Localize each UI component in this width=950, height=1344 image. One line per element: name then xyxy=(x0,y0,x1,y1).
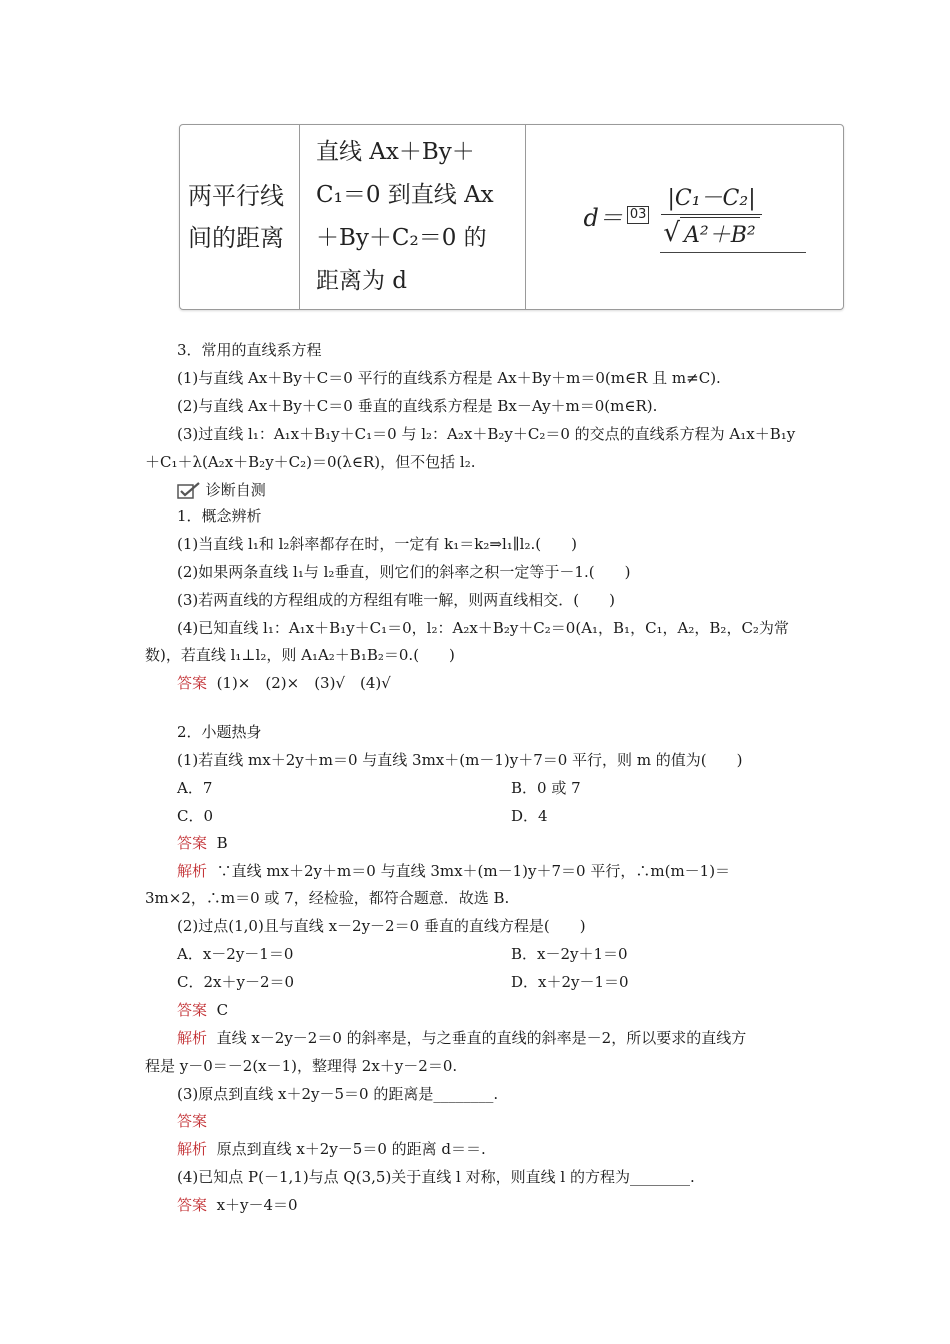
checklist-icon xyxy=(177,482,201,500)
analysis-text: 程是 y－0＝－2(x－1)，整理得 2x＋y－2＝0. xyxy=(145,1057,458,1075)
paragraph: (2)与直线 Ax＋By＋C＝0 垂直的直线系方程是 Bx－Ay＋m＝0(m∈R). xyxy=(177,397,658,415)
analysis-line xyxy=(177,1028,746,1048)
condition-line: ＋By＋C₂＝0 的 xyxy=(316,225,487,251)
option-b: B．0 或 7 xyxy=(511,779,581,797)
answer-line xyxy=(177,1111,207,1131)
formula-fraction xyxy=(657,181,765,249)
analysis-text: ∵直线 mx＋2y＋m＝0 与直线 3mx＋(m－1)y＋7＝0 平行，∴m(m－1)＝ xyxy=(216,862,731,880)
formula-denominator: A²＋B² xyxy=(680,217,760,249)
table-formula-cell xyxy=(526,125,843,309)
answer-value: x＋y－4＝0 xyxy=(216,1196,298,1214)
diagnostic-heading xyxy=(177,480,266,500)
sqrt-icon: √ xyxy=(663,218,680,248)
option-b: B．x－2y＋1＝0 xyxy=(511,945,628,963)
formula-denominator-wrap xyxy=(657,215,765,249)
condition-line: 直线 Ax＋By＋ xyxy=(316,139,475,165)
formula-lhs: d＝ xyxy=(583,203,623,232)
question-item: (3)原点到直线 x＋2y－5＝0 的距离是________. xyxy=(177,1085,499,1103)
analysis-line xyxy=(177,861,730,881)
answer-label: 答案 xyxy=(177,834,208,852)
answer-value: C xyxy=(216,1001,229,1019)
analysis-text: 原点到直线 x＋2y－5＝0 的距离 d＝＝. xyxy=(216,1140,486,1158)
paragraph: (3)过直线 l₁：A₁x＋B₁y＋C₁＝0 与 l₂：A₂x＋B₂y＋C₂＝0 的交点的直线系方程为 A₁x＋B₁y xyxy=(177,425,796,443)
paragraph: (1)与直线 Ax＋By＋C＝0 平行的直线系方程是 Ax＋By＋m＝0(m∈R 且 m≠C). xyxy=(177,369,721,387)
section-title: 3．常用的直线系方程 xyxy=(177,341,322,359)
answer-line xyxy=(177,1195,298,1215)
option-c: C．2x＋y－2＝0 xyxy=(177,973,295,991)
option-c: C．0 xyxy=(177,807,214,825)
answer-label: 答案 xyxy=(177,1196,208,1214)
distance-formula-table xyxy=(179,124,844,310)
table-header-cell xyxy=(180,125,300,309)
analysis-label: 解析 xyxy=(177,862,208,880)
answer-line xyxy=(177,1000,228,1020)
answer-label: 答案 xyxy=(177,1001,208,1019)
question-item: (2)如果两条直线 l₁与 l₂垂直，则它们的斜率之积一定等于－1.( ) xyxy=(177,563,631,581)
answer-value: (1)× (2)× (3)√ (4)√ xyxy=(216,674,391,692)
answer-label: 答案 xyxy=(177,1112,208,1130)
diagnostic-heading-label: 诊断自测 xyxy=(205,481,266,499)
answer-value: B xyxy=(216,834,228,852)
option-d: D．4 xyxy=(511,807,548,825)
answer-label: 答案 xyxy=(177,674,208,692)
question-item: (4)已知直线 l₁：A₁x＋B₁y＋C₁＝0，l₂：A₂x＋B₂y＋C₂＝0(A₁，B₁，C₁，A₂，B₂，C₂为常 xyxy=(177,619,789,637)
question-item: (1)当直线 l₁和 l₂斜率都存在时，一定有 k₁＝k₂⇒l₁∥l₂.( ) xyxy=(177,535,577,553)
table-condition-cell xyxy=(300,125,526,309)
analysis-label: 解析 xyxy=(177,1029,208,1047)
analysis-text: 直线 x－2y－2＝0 的斜率是，与之垂直的直线的斜率是－2，所以要求的直线方 xyxy=(216,1029,747,1047)
question-item: (1)若直线 mx＋2y＋m＝0 与直线 3mx＋(m－1)y＋7＝0 平行，则 m 的值为( ) xyxy=(177,751,743,769)
analysis-label: 解析 xyxy=(177,1140,208,1158)
question-item: (4)已知点 P(－1,1)与点 Q(3,5)关于直线 l 对称，则直线 l 的方程为________. xyxy=(177,1168,695,1186)
question-title: 1．概念辨析 xyxy=(177,507,262,525)
condition-line: 距离为 d xyxy=(316,268,408,294)
option-a: A．x－2y－1＝0 xyxy=(177,945,294,963)
question-item: (3)若两直线的方程组成的方程组有唯一解，则两直线相交．( ) xyxy=(177,591,615,609)
paragraph: ＋C₁＋λ(A₂x＋B₂y＋C₂)＝0(λ∈R)，但不包括 l₂. xyxy=(145,453,476,471)
answer-line xyxy=(177,673,391,693)
option-d: D．x＋2y－1＝0 xyxy=(511,973,629,991)
header-line: 间的距离 xyxy=(188,224,284,252)
answer-line xyxy=(177,833,228,853)
condition-line: C₁＝0 到直线 Ax xyxy=(316,182,494,208)
header-line: 两平行线 xyxy=(188,182,284,210)
distance-formula xyxy=(584,181,806,249)
blank-number-box: 03 xyxy=(627,206,650,224)
question-item: (2)过点(1,0)且与直线 x－2y－2＝0 垂直的直线方程是( ) xyxy=(177,917,586,935)
formula-numerator: |C₁－C₂| xyxy=(661,181,761,215)
question-title: 2．小题热身 xyxy=(177,723,262,741)
option-a: A．7 xyxy=(177,779,213,797)
question-item: 数)，若直线 l₁⊥l₂，则 A₁A₂＋B₁B₂＝0.( ) xyxy=(145,646,455,664)
analysis-text: 3m×2，∴m＝0 或 7，经检验，都符合题意．故选 B. xyxy=(145,889,510,907)
answer-underline xyxy=(660,252,806,253)
analysis-line xyxy=(177,1139,486,1159)
